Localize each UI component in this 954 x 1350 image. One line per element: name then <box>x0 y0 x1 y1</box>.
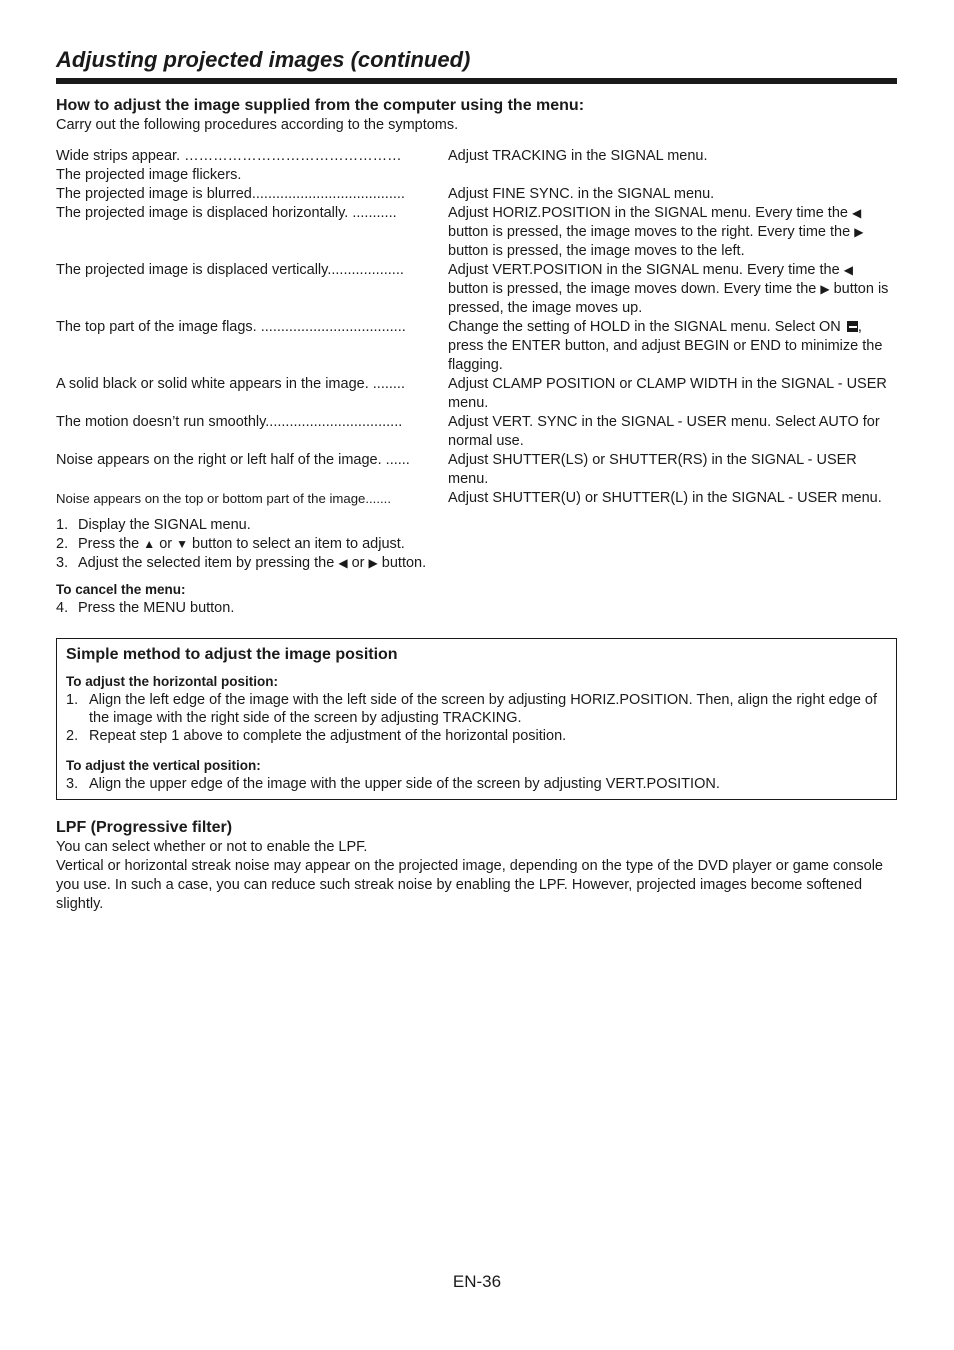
right-arrow-icon: ▶ <box>368 556 378 570</box>
left-arrow-icon: ◀ <box>338 556 348 570</box>
remedy-text: Adjust HORIZ.POSITION in the SIGNAL menu. Every time the ◀ button is pressed, the image moves to the right. Every time the ▶ button is pressed, the image moves to the left. <box>448 205 864 259</box>
right-arrow-icon: ▶ <box>820 282 830 296</box>
left-arrow-icon: ◀ <box>851 206 862 220</box>
step-text: Display the SIGNAL menu. <box>78 517 251 533</box>
step-number: 2. <box>66 728 79 744</box>
step-number: 2. <box>56 536 69 552</box>
symptom-text: Noise appears on the top or bottom part of the image....... <box>56 491 392 506</box>
box-title: Simple method to adjust the image position <box>66 646 398 663</box>
symptom-row <box>56 166 897 185</box>
symptom-text: The projected image is displaced horizontally. ........... <box>56 205 397 221</box>
simple-method-box <box>56 638 897 800</box>
lpf-paragraph: You can select whether or not to enable the LPF. <box>56 839 368 855</box>
step-text: Press the MENU button. <box>78 600 235 616</box>
remedy-text <box>448 166 897 185</box>
step-text: Align the left edge of the image with the left side of the screen by adjusting HORIZ.POSITION. Then, align the right edge of the image with the right side of the screen by adjusting TRACKING. <box>89 692 877 726</box>
horizontal-heading: To adjust the horizontal position: <box>66 674 278 689</box>
cancel-heading: To cancel the menu: <box>56 582 186 597</box>
symptom-row <box>56 318 897 375</box>
list-item <box>56 554 897 573</box>
symptom-row <box>56 413 897 451</box>
lpf-heading: LPF (Progressive filter) <box>56 819 233 836</box>
intro-text: Carry out the following procedures according to the symptoms. <box>56 117 459 133</box>
step-number: 3. <box>56 555 69 571</box>
step-number: 3. <box>66 776 79 792</box>
symptom-table <box>56 147 897 508</box>
step-number: 4. <box>56 600 69 616</box>
symptom-text: Noise appears on the right or left half of the image. ...... <box>56 452 410 468</box>
up-arrow-icon: ▲ <box>143 537 156 551</box>
remedy-text: Adjust FINE SYNC. in the SIGNAL menu. <box>448 186 715 202</box>
symptom-text: The projected image is displaced vertically................... <box>56 262 404 278</box>
remedy-text: Change the setting of HOLD in the SIGNAL menu. Select ON , press the ENTER button, and adjust BEGIN or END to minimize the flagging. <box>448 319 883 373</box>
remedy-text: Adjust VERT. SYNC in the SIGNAL - USER menu. Select AUTO for normal use. <box>448 414 880 449</box>
symptom-row <box>56 489 897 508</box>
symptom-text: Wide strips appear. ……………………………………… <box>56 148 402 164</box>
step-text: Align the upper edge of the image with the upper side of the screen by adjusting VERT.POSITION. <box>89 776 720 792</box>
symptom-text: The projected image is blurred...................................... <box>56 186 405 202</box>
page-number: EN-36 <box>452 1272 502 1291</box>
symptom-row <box>56 204 897 261</box>
down-arrow-icon: ▼ <box>176 537 189 551</box>
list-item <box>66 727 888 745</box>
list-item <box>66 775 888 793</box>
symptom-row <box>56 185 897 204</box>
enter-icon <box>847 321 858 332</box>
step-number: 1. <box>66 692 79 708</box>
symptom-row <box>56 261 897 318</box>
step-text: Adjust the selected item by pressing the ◀ or ▶ button. <box>78 555 427 571</box>
symptom-row <box>56 147 897 166</box>
remedy-text: Adjust TRACKING in the SIGNAL menu. <box>448 148 708 164</box>
step-text: Press the ▲ or ▼ button to select an item to adjust. <box>78 536 405 552</box>
list-item <box>56 599 897 618</box>
step-text: Repeat step 1 above to complete the adjustment of the horizontal position. <box>89 728 567 744</box>
vertical-heading: To adjust the vertical position: <box>66 758 261 773</box>
right-arrow-icon: ▶ <box>854 225 864 239</box>
list-item <box>66 691 888 727</box>
left-arrow-icon: ◀ <box>843 263 853 277</box>
page-title: Adjusting projected images (continued) <box>56 47 471 72</box>
symptom-text: The projected image flickers. <box>56 167 242 183</box>
remedy-text: Adjust VERT.POSITION in the SIGNAL menu. Every time the ◀ button is pressed, the image moves down. Every time the ▶ button is pressed, the image moves up. <box>448 262 889 316</box>
lpf-paragraph: Vertical or horizontal streak noise may appear on the projected image, depending on the type of the DVD player or game console you use. In such a case, you can reduce such streak noise by enabling the LPF. However, projected images become softened slightly. <box>56 858 883 912</box>
symptom-row <box>56 451 897 489</box>
symptom-text: A solid black or solid white appears in the image. ........ <box>56 376 405 392</box>
symptom-row <box>56 375 897 413</box>
step-number: 1. <box>56 517 69 533</box>
section-heading: How to adjust the image supplied from the computer using the menu: <box>56 97 585 114</box>
symptom-text: The top part of the image flags. .................................... <box>56 319 406 335</box>
title-rule <box>56 78 897 84</box>
manual-page <box>56 46 897 914</box>
remedy-text: Adjust SHUTTER(U) or SHUTTER(L) in the SIGNAL - USER menu. <box>448 490 882 506</box>
remedy-text: Adjust SHUTTER(LS) or SHUTTER(RS) in the SIGNAL - USER menu. <box>448 452 857 487</box>
list-item <box>56 535 897 554</box>
procedure-steps <box>56 516 897 573</box>
list-item <box>56 516 897 535</box>
symptom-text: The motion doesn’t run smoothly.................................. <box>56 414 403 430</box>
remedy-text: Adjust CLAMP POSITION or CLAMP WIDTH in the SIGNAL - USER menu. <box>448 376 887 411</box>
